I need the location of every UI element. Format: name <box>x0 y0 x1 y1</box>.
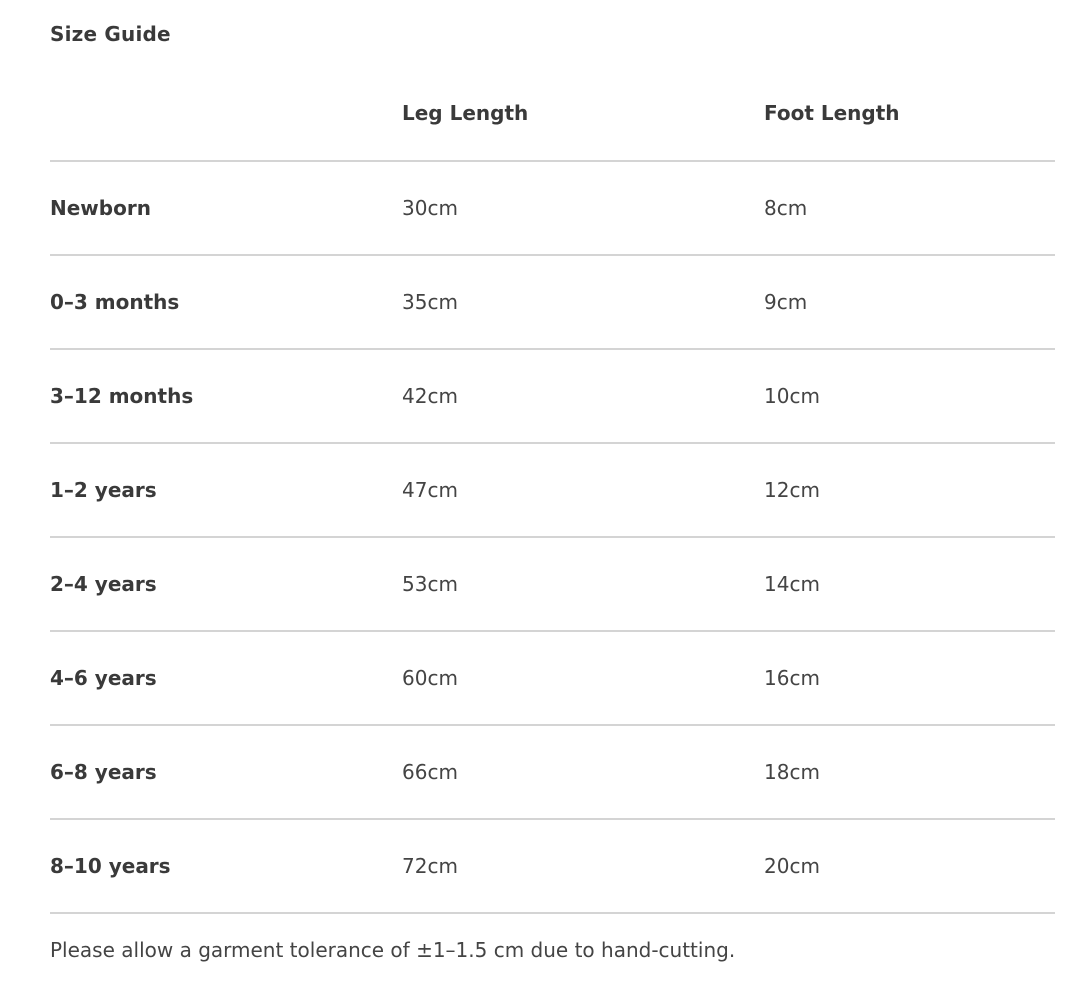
table-row <box>50 349 1055 443</box>
leg-length-cell: 53cm <box>402 537 764 631</box>
size-cell: 3–12 months <box>50 349 402 443</box>
foot-length-cell: 8cm <box>764 161 1055 255</box>
foot-length-cell: 9cm <box>764 255 1055 349</box>
header-foot-length: Foot Length <box>764 66 1055 161</box>
size-cell: 0–3 months <box>50 255 402 349</box>
page-title: Size Guide <box>50 22 171 46</box>
table-row <box>50 255 1055 349</box>
table-row <box>50 631 1055 725</box>
size-table <box>50 66 1055 914</box>
size-cell: 2–4 years <box>50 537 402 631</box>
foot-length-cell: 18cm <box>764 725 1055 819</box>
size-cell: 4–6 years <box>50 631 402 725</box>
tolerance-note: Please allow a garment tolerance of ±1–1.5 cm due to hand-cutting. <box>50 938 736 962</box>
leg-length-cell: 35cm <box>402 255 764 349</box>
leg-length-cell: 60cm <box>402 631 764 725</box>
leg-length-cell: 66cm <box>402 725 764 819</box>
size-cell: 6–8 years <box>50 725 402 819</box>
foot-length-cell: 14cm <box>764 537 1055 631</box>
header-leg-length: Leg Length <box>402 66 764 161</box>
size-cell: Newborn <box>50 161 402 255</box>
leg-length-cell: 72cm <box>402 819 764 913</box>
foot-length-cell: 12cm <box>764 443 1055 537</box>
leg-length-cell: 47cm <box>402 443 764 537</box>
foot-length-cell: 20cm <box>764 819 1055 913</box>
table-header-row <box>50 66 1055 161</box>
table-row <box>50 537 1055 631</box>
leg-length-cell: 42cm <box>402 349 764 443</box>
leg-length-cell: 30cm <box>402 161 764 255</box>
table-row <box>50 161 1055 255</box>
foot-length-cell: 16cm <box>764 631 1055 725</box>
size-cell: 1–2 years <box>50 443 402 537</box>
header-size <box>50 66 402 161</box>
foot-length-cell: 10cm <box>764 349 1055 443</box>
table-row <box>50 443 1055 537</box>
size-cell: 8–10 years <box>50 819 402 913</box>
table-row <box>50 725 1055 819</box>
table-row <box>50 819 1055 913</box>
